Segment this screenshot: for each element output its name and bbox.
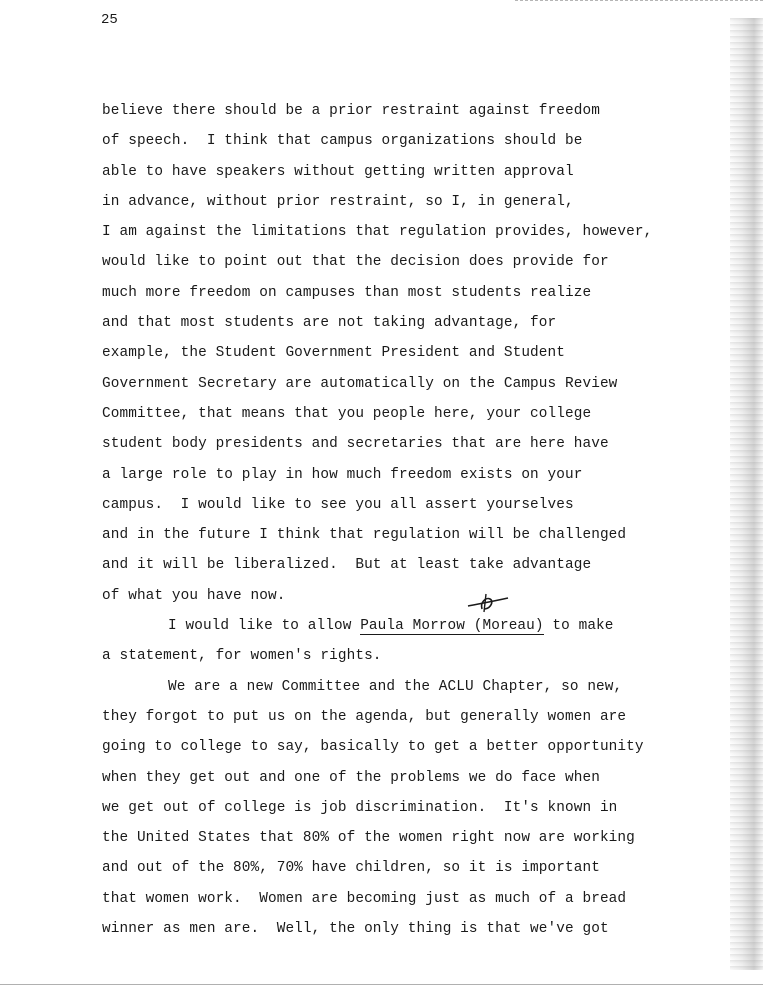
text-line: when they get out and one of the problems we do face when [102, 769, 600, 786]
text-line: Government Secretary are automatically on the Campus Review [102, 375, 618, 392]
text-line: of what you have now. [102, 587, 286, 604]
text-line: much more freedom on campuses than most students realize [102, 284, 592, 301]
text-line: going to college to say, basically to get a better opportunity [102, 739, 644, 756]
text-line: example, the Student Government President and Student [102, 345, 565, 362]
text-line: campus. I would like to see you all assert yourselves [102, 496, 574, 513]
text-line: in advance, without prior restraint, so I, in general, [102, 193, 574, 210]
underlined-speaker-name: Paula Morrow (Moreau) [360, 618, 544, 635]
text-line: a large role to play in how much freedom exists on your [102, 466, 583, 483]
intro-text-before: I would like to allow [168, 618, 361, 635]
text-line: a statement, for women's rights. [102, 648, 382, 665]
text-line: We are a new Committee and the ACLU Chapter, so new, [168, 678, 623, 695]
intro-text-after: to make [543, 618, 614, 635]
text-line: and out of the 80%, 70% have children, so it is important [102, 860, 600, 877]
text-line: and it will be liberalized. But at least take advantage [102, 557, 592, 574]
text-line: we get out of college is job discrimination. It's known in [102, 799, 618, 816]
text-line: of speech. I think that campus organizations should be [102, 133, 583, 150]
transcript-body [102, 96, 702, 944]
text-line: student body presidents and secretaries that are here have [102, 436, 609, 453]
text-line: they forgot to put us on the agenda, but generally women are [102, 708, 627, 725]
top-edge-dashes [515, 0, 763, 3]
text-line: would like to point out that the decision does provide for [102, 254, 609, 271]
scanned-page-edge [730, 18, 763, 970]
text-line: able to have speakers without getting written approval [102, 163, 574, 180]
bottom-edge-rule [0, 984, 763, 987]
speaker-introduction-line [102, 611, 702, 641]
text-line: that women work. Women are becoming just as much of a bread [102, 890, 627, 907]
text-line: I am against the limitations that regulation provides, however, [102, 224, 653, 241]
text-line: and that most students are not taking advantage, for [102, 315, 557, 332]
text-line: winner as men are. Well, the only thing is that we've got [102, 921, 609, 938]
text-line: believe there should be a prior restraint against freedom [102, 103, 600, 119]
text-line: and in the future I think that regulation will be challenged [102, 527, 627, 544]
page-number: 25 [101, 12, 118, 28]
text-line: the United States that 80% of the women right now are working [102, 830, 635, 847]
text-line: Committee, that means that you people here, your college [102, 405, 592, 422]
